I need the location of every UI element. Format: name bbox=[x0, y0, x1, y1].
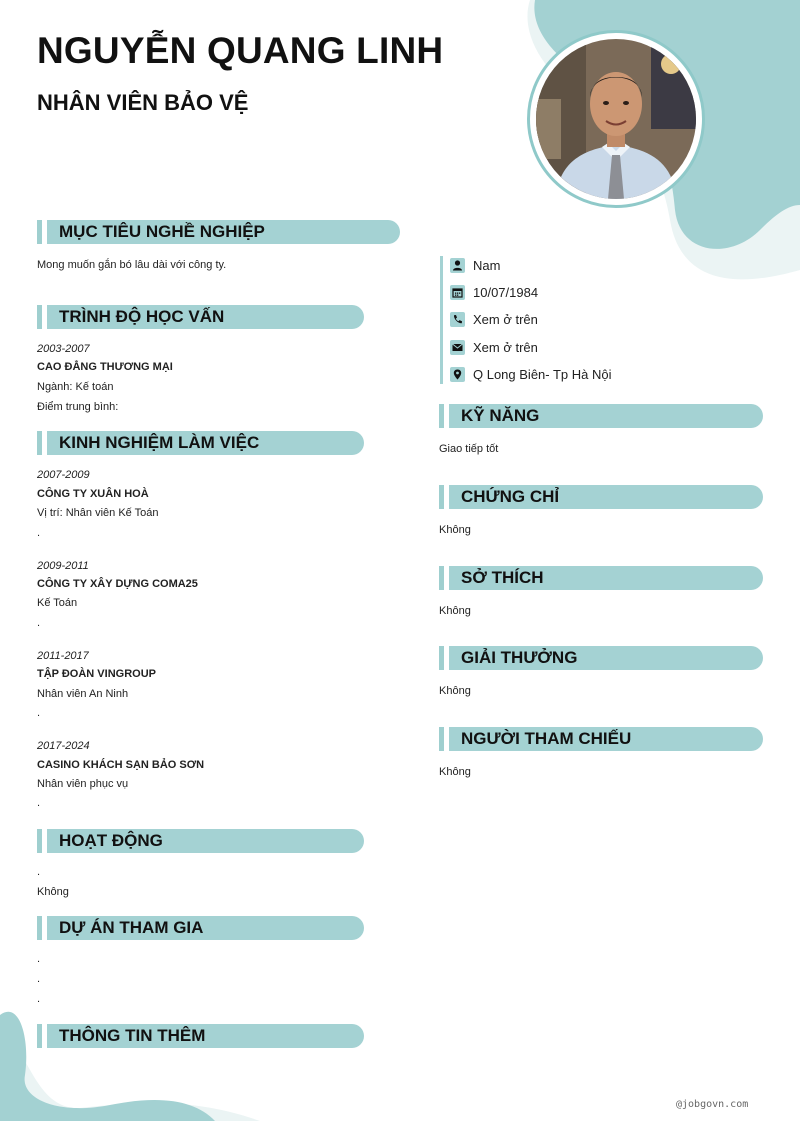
experience-role: Nhân viên phục vụ bbox=[37, 778, 129, 790]
projects-line: . bbox=[37, 973, 41, 985]
experience-role: Kế Toán bbox=[37, 597, 78, 609]
person-icon bbox=[450, 258, 465, 273]
experience-company: TẬP ĐOÀN VINGROUP bbox=[37, 668, 156, 680]
awards-text: Không bbox=[439, 685, 471, 697]
section-title: MỤC TIÊU NGHỀ NGHIỆP bbox=[59, 222, 265, 241]
section-title: SỞ THÍCH bbox=[461, 568, 544, 587]
section-awards-header bbox=[439, 646, 763, 670]
projects-line: . bbox=[37, 953, 41, 965]
calendar-icon bbox=[450, 285, 465, 300]
experience-role: Nhân viên An Ninh bbox=[37, 688, 129, 700]
bottom-left-blob bbox=[0, 990, 300, 1121]
objective-text: Mong muốn gắn bó lâu dài với công ty. bbox=[37, 259, 227, 271]
candidate-name: NGUYỄN QUANG LINH bbox=[37, 30, 444, 71]
section-education-header bbox=[37, 305, 364, 329]
references-text: Không bbox=[439, 766, 471, 778]
education-major: Ngành: Kế toán bbox=[37, 381, 114, 393]
certificates-text: Không bbox=[439, 524, 471, 536]
section-objective-header bbox=[37, 220, 400, 244]
experience-period: 2011-2017 bbox=[37, 650, 89, 662]
section-projects-header bbox=[37, 916, 364, 940]
skills-text: Giao tiếp tốt bbox=[439, 443, 499, 455]
job-title: NHÂN VIÊN BẢO VỆ bbox=[37, 90, 249, 115]
section-references-header bbox=[439, 727, 763, 751]
experience-period: 2007-2009 bbox=[37, 469, 90, 481]
section-experience-header bbox=[37, 431, 364, 455]
section-extra-header bbox=[37, 1024, 364, 1048]
activities-line: . bbox=[37, 866, 41, 878]
experience-company: CÔNG TY XÂY DỰNG COMA25 bbox=[37, 578, 198, 590]
phone-icon bbox=[450, 312, 465, 327]
email-value: Xem ở trên bbox=[473, 340, 538, 355]
gender-value: Nam bbox=[473, 258, 501, 273]
experience-period: 2017-2024 bbox=[37, 740, 90, 752]
section-title: KỸ NĂNG bbox=[461, 406, 540, 425]
mail-icon bbox=[450, 340, 465, 355]
section-title: DỰ ÁN THAM GIA bbox=[59, 918, 204, 937]
hobbies-text: Không bbox=[439, 605, 471, 617]
section-title: NGƯỜI THAM CHIẾU bbox=[461, 729, 632, 748]
phone-value: Xem ở trên bbox=[473, 312, 538, 327]
experience-role: Vị trí: Nhân viên Kế Toán bbox=[37, 507, 159, 519]
section-skills-header bbox=[439, 404, 763, 428]
section-title: THÔNG TIN THÊM bbox=[59, 1026, 206, 1045]
birthday-value: 10/07/1984 bbox=[473, 285, 539, 300]
section-certificates-header bbox=[439, 485, 763, 509]
address-value: Q Long Biên- Tp Hà Nội bbox=[473, 367, 612, 382]
section-activities-header bbox=[37, 829, 364, 853]
section-title: CHỨNG CHỈ bbox=[461, 487, 560, 506]
experience-note: . bbox=[37, 617, 41, 629]
experience-period: 2009-2011 bbox=[37, 560, 89, 572]
section-title: GIẢI THƯỞNG bbox=[461, 648, 578, 667]
section-title: HOẠT ĐỘNG bbox=[59, 831, 163, 850]
education-period: 2003-2007 bbox=[37, 343, 90, 355]
experience-company: CÔNG TY XUÂN HOÀ bbox=[37, 488, 149, 500]
experience-note: . bbox=[37, 707, 41, 719]
experience-note: . bbox=[37, 527, 41, 539]
section-title: TRÌNH ĐỘ HỌC VẤN bbox=[59, 307, 225, 326]
location-icon bbox=[450, 367, 465, 382]
avatar bbox=[527, 30, 705, 208]
portrait-photo bbox=[536, 39, 696, 199]
activities-text: Không bbox=[37, 886, 69, 898]
contact-divider bbox=[440, 256, 443, 384]
experience-note: . bbox=[37, 797, 41, 809]
section-hobbies-header bbox=[439, 566, 763, 590]
experience-company: CASINO KHÁCH SẠN BẢO SƠN bbox=[37, 759, 205, 771]
education-score: Điểm trung bình: bbox=[37, 401, 119, 413]
watermark: @jobgovn.com bbox=[676, 1099, 749, 1110]
projects-line: . bbox=[37, 993, 41, 1005]
education-school: CAO ĐẲNG THƯƠNG MẠI bbox=[37, 361, 173, 373]
section-title: KINH NGHIỆM LÀM VIỆC bbox=[59, 433, 260, 452]
